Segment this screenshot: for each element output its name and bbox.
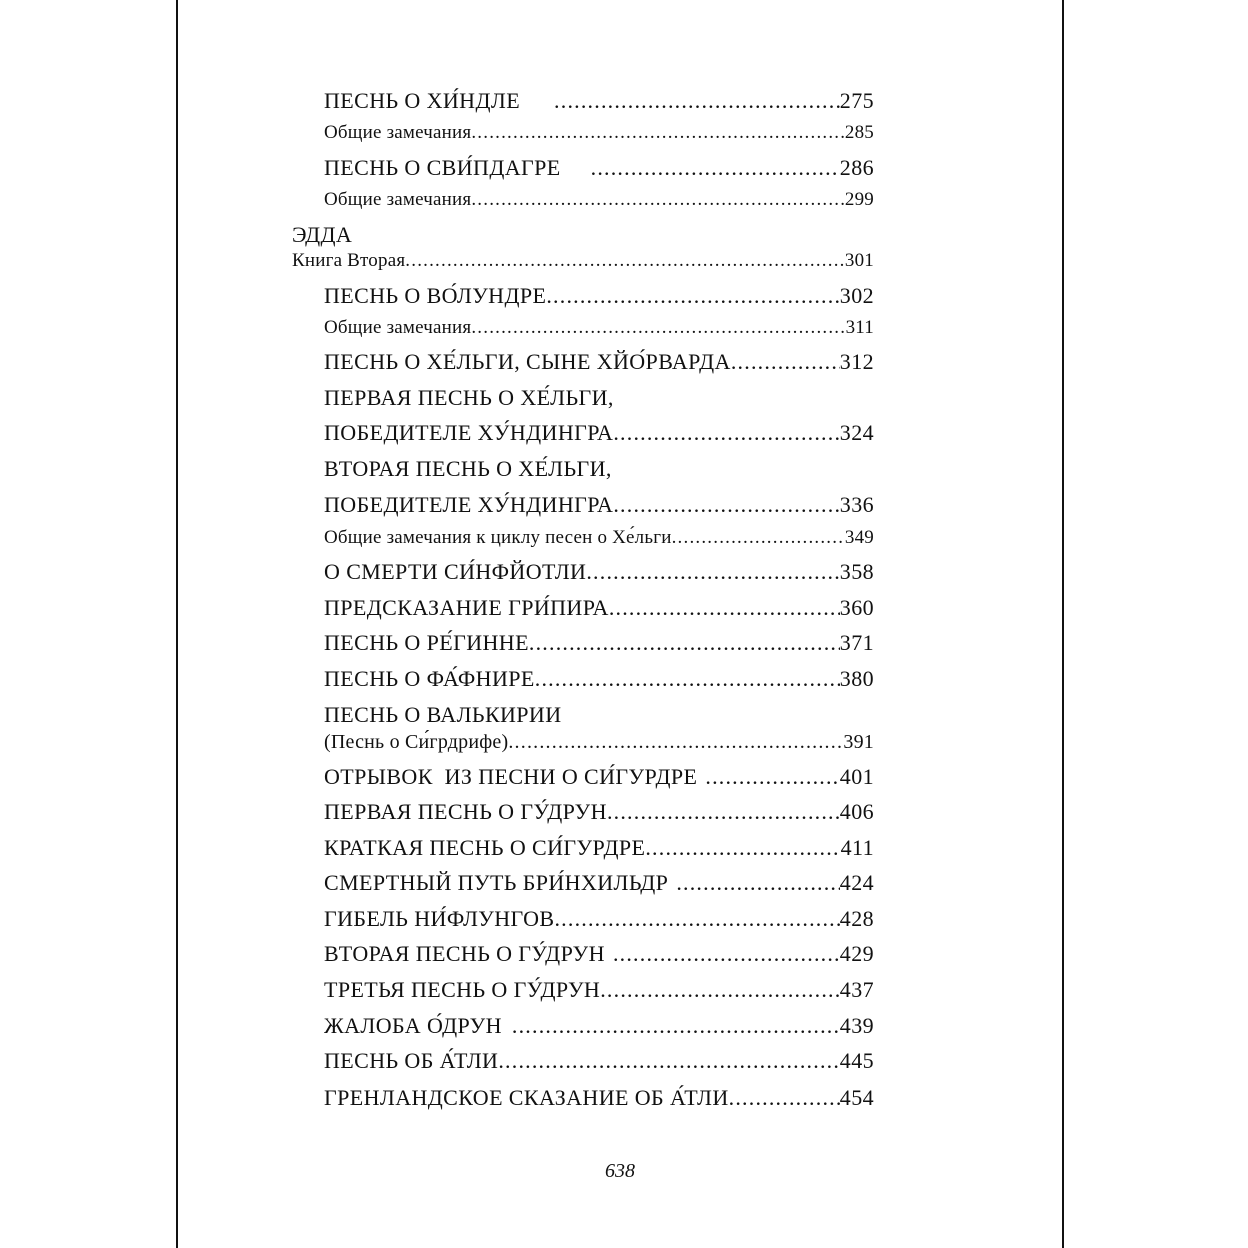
toc-entry-page: 302 (839, 283, 874, 308)
toc-entry-page: 275 (839, 88, 874, 113)
toc-entry-title: ГИБЕЛЬ НИ́ФЛУНГОВ (324, 906, 555, 931)
toc-entry (292, 251, 874, 270)
toc-entry-page: 349 (844, 527, 874, 548)
toc-entry-page: 437 (839, 977, 874, 1002)
dot-leader (676, 872, 839, 894)
toc-entry-page: 285 (844, 122, 874, 143)
toc-entry (324, 90, 874, 112)
dot-leader (471, 123, 845, 142)
toc-entry (324, 943, 874, 965)
toc-entry-title: ЖАЛОБА О́ДРУН (324, 1013, 502, 1038)
toc-entry (324, 528, 874, 547)
toc-entry (324, 561, 874, 583)
dot-leader (729, 1087, 840, 1109)
section-heading: ЭДДА (292, 222, 353, 247)
dot-leader (512, 1015, 840, 1037)
toc-entry-title: ПЕСНЬ О ФА́ФНИРЕ (324, 666, 535, 691)
toc-entry-title: ПОБЕДИТЕЛЕ ХУ́НДИНГРА (324, 492, 614, 517)
toc-entry (324, 801, 874, 823)
toc-entry (324, 766, 874, 788)
toc-entry-title: КРАТКАЯ ПЕСНЬ О СИ́ГУРДРЕ (324, 835, 646, 860)
toc-entry-page: 286 (839, 155, 874, 180)
toc-entry (324, 1015, 874, 1037)
toc-entry-page: 454 (839, 1085, 874, 1110)
toc-entry-page: 424 (839, 870, 874, 895)
toc-entry-title: ТРЕТЬЯ ПЕСНЬ О ГУ́ДРУН (324, 977, 601, 1002)
toc-entry-title-line: ПЕРВАЯ ПЕСНЬ О ХЕ́ЛЬГИ, (324, 385, 614, 410)
toc-entry (324, 597, 874, 619)
table-of-contents (178, 0, 1062, 1248)
dot-leader (508, 732, 843, 752)
dot-leader (498, 1050, 839, 1072)
toc-entry-page: 428 (839, 906, 874, 931)
toc-entry (324, 123, 874, 142)
toc-entry-title: ПЕСНЬ О СВИ́ПДАГРЕ (324, 155, 561, 180)
dot-leader (613, 943, 840, 965)
toc-entry-title-line: ВТОРАЯ ПЕСНЬ О ХЕ́ЛЬГИ, (324, 456, 612, 481)
toc-entry-title: ПЕСНЬ О РЕ́ГИННЕ (324, 630, 529, 655)
toc-entry (324, 668, 874, 690)
toc-entry-title: Общие замечания (324, 189, 472, 210)
toc-entry-page: 358 (839, 559, 874, 584)
toc-entry-page: 391 (843, 731, 874, 753)
toc-entry-page: 299 (844, 189, 874, 210)
toc-entry-page: 360 (839, 595, 874, 620)
toc-entry-page: 401 (839, 764, 874, 789)
toc-entry (324, 732, 874, 752)
toc-entry-title: ПЕСНЬ О ВО́ЛУНДРЕ (324, 283, 547, 308)
book-page (176, 0, 1064, 1248)
dot-leader (554, 90, 840, 112)
toc-entry-title: ПЕСНЬ ОБ А́ТЛИ (324, 1048, 499, 1073)
dot-leader (471, 318, 845, 337)
toc-entry-title: Книга Вторая (292, 250, 406, 271)
toc-entry-page: 371 (839, 630, 874, 655)
toc-entry (324, 190, 874, 209)
toc-entry-title: ПРЕДСКАЗАНИЕ ГРИ́ПИРА (324, 595, 609, 620)
toc-entry (324, 157, 874, 179)
toc-entry (324, 422, 874, 444)
toc-entry (324, 1050, 874, 1072)
dot-leader (672, 528, 845, 547)
dot-leader (591, 157, 840, 179)
dot-leader (600, 979, 840, 1001)
toc-entry-page: 312 (839, 349, 874, 374)
toc-entry-title: ПЕРВАЯ ПЕСНЬ О ГУ́ДРУН (324, 799, 607, 824)
toc-entry-page: 411 (840, 835, 874, 860)
toc-entry-page: 429 (839, 941, 874, 966)
toc-entry-title: ОТРЫВОК ИЗ ПЕСНИ О СИ́ГУРДРЕ (324, 764, 698, 789)
dot-leader (731, 351, 840, 373)
dot-leader (405, 251, 845, 270)
toc-entry-title: ПЕСНЬ О ХИ́НДЛЕ (324, 88, 521, 113)
toc-entry-page: 301 (844, 250, 874, 271)
toc-entry (324, 1087, 874, 1109)
toc-entry-page: 324 (839, 420, 874, 445)
toc-entry-title: ВТОРАЯ ПЕСНЬ О ГУ́ДРУН (324, 941, 605, 966)
toc-entry (324, 979, 874, 1001)
toc-entry (324, 837, 874, 859)
dot-leader (529, 632, 840, 654)
toc-entry-title: ПЕСНЬ О ХЕ́ЛЬГИ, СЫНЕ ХЙО́РВАРДА (324, 349, 731, 374)
toc-entry-title: СМЕРТНЫЙ ПУТЬ БРИ́НХИЛЬДР (324, 870, 669, 895)
toc-entry (324, 872, 874, 894)
toc-entry (324, 318, 874, 337)
dot-leader (613, 494, 839, 516)
dot-leader (609, 597, 840, 619)
dot-leader (546, 285, 839, 307)
toc-entry (324, 285, 874, 307)
toc-entry-page: 439 (839, 1013, 874, 1038)
toc-entry-page: 445 (839, 1048, 874, 1073)
toc-entry-page: 406 (839, 799, 874, 824)
dot-leader (586, 561, 839, 583)
toc-entry (324, 632, 874, 654)
toc-entry-title: ГРЕНЛАНДСКОЕ СКАЗАНИЕ ОБ А́ТЛИ (324, 1085, 729, 1110)
page-number: 638 (605, 1160, 635, 1182)
dot-leader (607, 801, 840, 823)
toc-entry-title: Общие замечания к циклу песен о Хе́льги (324, 527, 672, 548)
dot-leader (554, 908, 839, 930)
toc-entry-title: (Песнь о Си́грдрифе) (324, 731, 509, 753)
dot-leader (705, 766, 839, 788)
toc-entry-title: О СМЕРТИ СИ́НФЙОТЛИ (324, 559, 587, 584)
toc-entry-title-line: ПЕСНЬ О ВАЛЬКИРИИ (324, 702, 562, 727)
toc-entry (324, 908, 874, 930)
toc-entry (324, 494, 874, 516)
toc-entry-page: 380 (839, 666, 874, 691)
toc-entry-page: 336 (839, 492, 874, 517)
dot-leader (613, 422, 839, 444)
dot-leader (471, 190, 845, 209)
toc-entry-page: 311 (845, 317, 874, 338)
dot-leader (645, 837, 840, 859)
toc-entry-title: ПОБЕДИТЕЛЕ ХУ́НДИНГРА (324, 420, 614, 445)
toc-entry-title: Общие замечания (324, 122, 472, 143)
dot-leader (535, 668, 840, 690)
toc-entry-title: Общие замечания (324, 317, 472, 338)
toc-entry (324, 351, 874, 373)
